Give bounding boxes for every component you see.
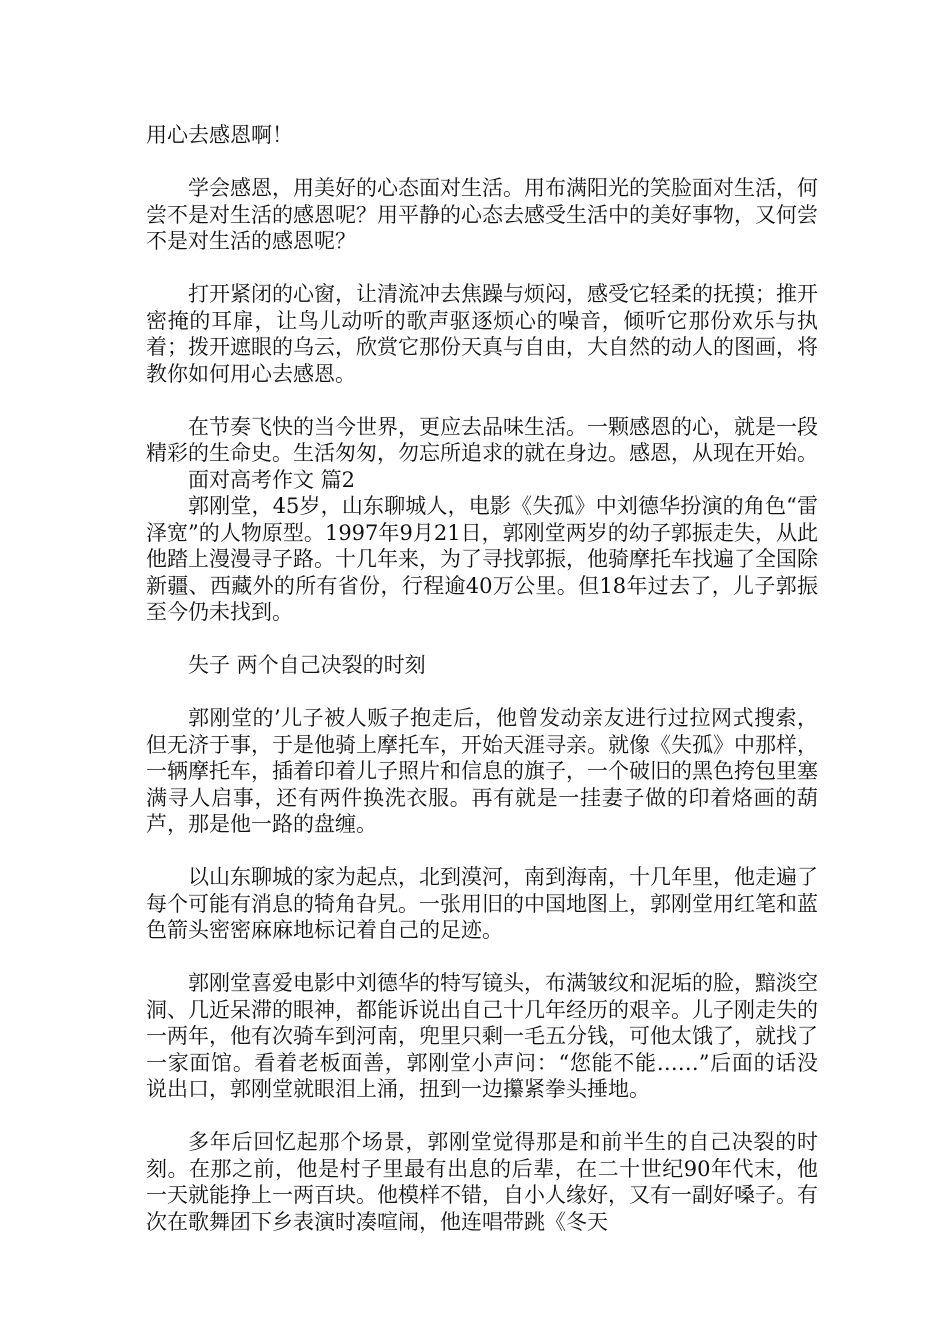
paragraph-search: 郭刚堂的’儿子被人贩子抱走后，他曾发动亲友进行过拉网式搜索，但无济于事，于是他骑上摩托车，开始天涯寻亲。就像《失孤》中那样，一辆摩托车，插着印着儿子照片和信息的旗子，一个破旧的黑色挎包里塞满寻人启事，还有两件换洗衣服。再有就是一挂妻子做的印着烙画的葫芦，那是他一路的盘缠。 (146, 706, 818, 836)
paragraph-nature: 打开紧闭的心窗，让清流冲去焦躁与烦闷，感受它轻柔的抚摸；推开密掩的耳扉，让鸟儿动听的歌声驱逐烦心的噪音，倾听它那份欢乐与执着；拨开遮眼的乌云，欣赏它那份天真与自由，大自然的动人的图画，将教你如何用心去感恩。 (146, 282, 818, 386)
opening-line: 用心去感恩啊！ (146, 123, 293, 147)
subheading-lost-son: 失子 两个自己决裂的时刻 (188, 653, 426, 677)
section-heading: 面对高考作文 篇2 (188, 467, 356, 492)
paragraph-journey: 以山东聊城的家为起点，北到漠河，南到海南，十几年里，他走遍了每个可能有消息的犄角旮旯。一张用旧的中国地图上，郭刚堂用红笔和蓝色箭头密密麻麻地标记着自己的足迹。 (146, 865, 818, 942)
paragraph-hardship: 郭刚堂喜爱电影中刘德华的特写镜头，布满皱纹和泥垢的脸，黯淡空洞、几近呆滞的眼神，都能诉说出自己十几年经历的艰辛。儿子刚走失的一两年，他有次骑车到河南，兜里只剩一毛五分钱，可他太饿了，就找了一家面馆。看着老板面善，郭刚堂小声问：“您能不能……”后面的话没说出口，郭刚堂就眼泪上涌，扭到一边攥紧拳头捶地。 (146, 971, 818, 1101)
paragraph-gratitude: 学会感恩，用美好的心态面对生活。用布满阳光的笑脸面对生活，何尝不是对生活的感恩呢？用平静的心态去感受生活中的美好事物，又何尝不是对生活的感恩呢？ (146, 176, 818, 253)
paragraph-savor-life: 在节奏飞快的当今世界，更应去品味生活。一颗感恩的心，就是一段精彩的生命史。生活匆匆，勿忘所追求的就在身边。感恩，从现在开始。 (146, 414, 818, 465)
paragraph-guo-intro: 郭刚堂，45岁，山东聊城人，电影《失孤》中刘德华扮演的角色“雷泽宽”的人物原型。1997年9月21日，郭刚堂两岁的幼子郭振走失，从此他踏上漫漫寻子路。十几年来，为了寻找郭振，他骑摩托车找遍了全国除新疆、西藏外的所有省份，行程逾40万公里。但18年过去了，儿子郭振至今仍未找到。 (146, 494, 818, 624)
paragraph-memory: 多年后回忆起那个场景，郭刚堂觉得那是和前半生的自己决裂的时刻。在那之前，他是村子里最有出息的后辈，在二十世纪90年代末，他一天就能挣上一两百块。他模样不错，自小人缘好，又有一副好嗓子。有次在歌舞团下乡表演时凑喧闹，他连唱带跳《冬天 (146, 1130, 818, 1234)
document-body (146, 122, 818, 1235)
